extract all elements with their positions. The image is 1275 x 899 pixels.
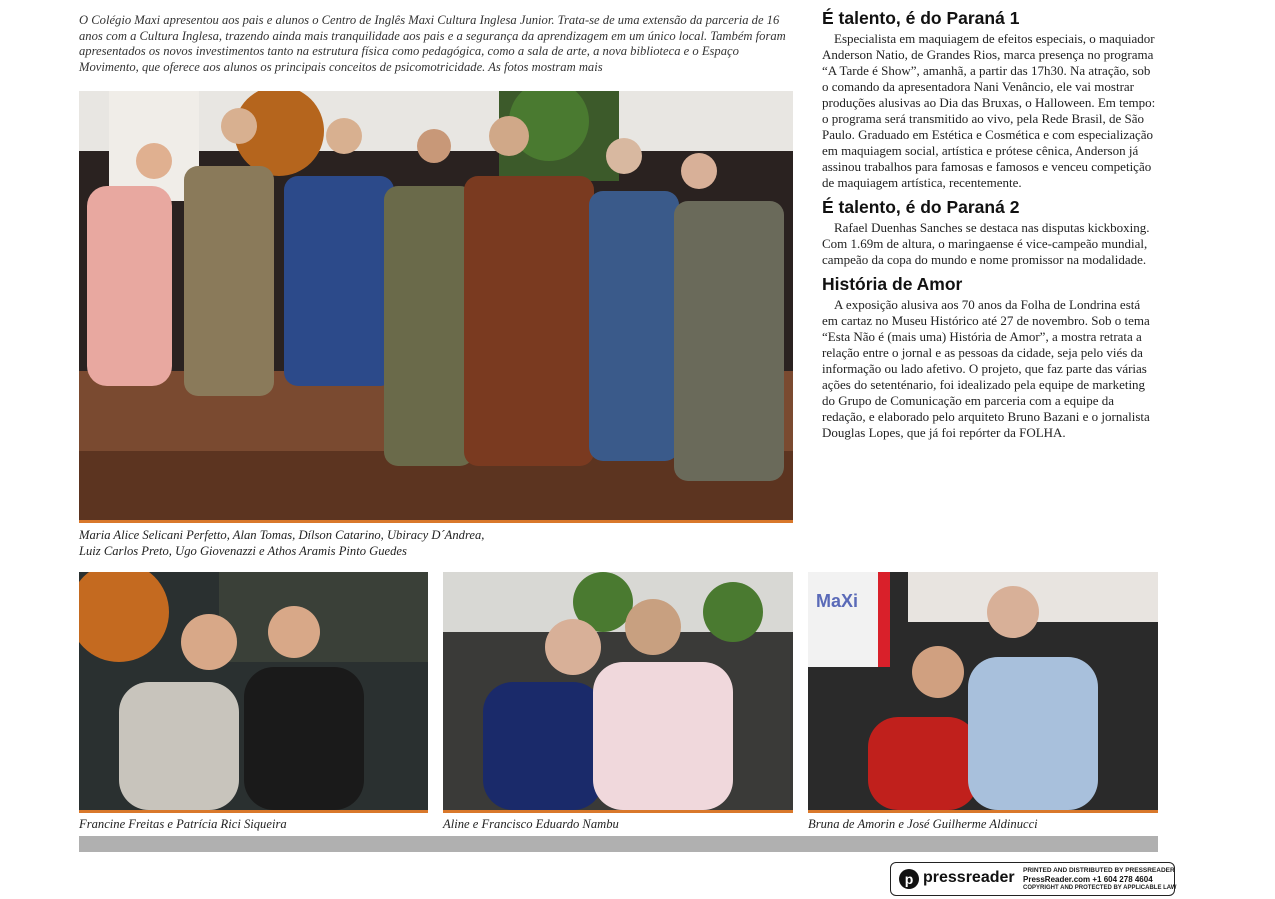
maxi-sign: MaXi — [816, 591, 859, 611]
group-photo-caption-line-2: Luiz Carlos Preto, Ugo Giovenazzi e Athos Aramis Pinto Guedes — [79, 544, 407, 558]
photo-accent-rule — [79, 810, 428, 813]
photo-aline-francisco — [443, 572, 793, 810]
pressreader-logo-icon: p — [899, 869, 919, 889]
article-body: Rafael Duenhas Sanches se destaca nas disputas kickboxing. Com 1.69m de altura, o maringaense é vice-campeão mundial, campeão da copa do mundo e nome promissor na modalidade. — [822, 220, 1150, 267]
photo-caption: Aline e Francisco Eduardo Nambu — [443, 817, 619, 831]
article-title: É talento, é do Paraná 2 — [822, 197, 1020, 217]
photo-bruna-jose — [808, 572, 1158, 810]
photo-accent-rule — [808, 810, 1158, 813]
pressreader-copyright-line: COPYRIGHT AND PROTECTED BY APPLICABLE LAW — [1023, 885, 1177, 891]
photo-caption: Bruna de Amorin e José Guilherme Aldinucci — [808, 817, 1038, 831]
article-title: É talento, é do Paraná 1 — [822, 8, 1020, 28]
photo-caption: Francine Freitas e Patrícia Rici Siqueira — [79, 817, 287, 831]
article-title: História de Amor — [822, 274, 963, 294]
article-body: Especialista em maquiagem de efeitos especiais, o maquiador Anderson Natio, de Grandes Rios, marca presença no programa “A Tarde é Show”, amanhã, a partir das 17h30. Na atração, sob o comando da apresentadora Nani Venâncio, ele vai mostrar produções alusivas ao Dia das Bruxas, o Halloween. Em tempo: o programa será transmitido ao vivo, pela Rede Brasil, de São Paulo. Graduado em Estética e Cosmética e com especialização em maquiagem social, artística e prótese cênica, Anderson já assinou trabalhos para famosas e famosos e venceu competição de maquiagem artística, recentemente. — [822, 31, 1156, 190]
pressreader-name: pressreader — [923, 869, 1015, 886]
photo-francine-patricia — [79, 572, 428, 810]
article-talento-1 — [822, 8, 1157, 191]
intro-paragraph: O Colégio Maxi apresentou aos pais e alunos o Centro de Inglês Maxi Cultura Inglesa Junior. Trata-se de uma extensão da parceria de 16 anos com a Cultura Inglesa, trazendo ainda mais tranquilidade aos pais e a segurança da aprendizagem em um único local. Também foram apresentados os novos investimentos tanto na estrutura física como pedagógica, como a sala de arte, a nova biblioteca e o Espaço Movimento, que oferece aos alunos os principais conceitos de psicomotricidade. As fotos mostram mais — [79, 13, 786, 74]
photo-accent-rule — [443, 810, 793, 813]
pressreader-printed-line: PRINTED AND DISTRIBUTED BY PRESSREADER — [1023, 867, 1175, 874]
article-talento-2 — [822, 197, 1157, 268]
social-column — [822, 8, 1157, 447]
pressreader-contact-line: PressReader.com +1 604 278 4604 — [1023, 875, 1153, 884]
group-photo-caption-line-1: Maria Alice Selicani Perfetto, Alan Tomas, Dílson Catarino, Ubiracy D´Andrea, — [79, 528, 485, 542]
footer-bar — [79, 836, 1158, 852]
group-photo — [79, 91, 793, 520]
article-body: A exposição alusiva aos 70 anos da Folha de Londrina está em cartaz no Museu Histórico até 27 de novembro. Sob o tema “Esta Não é (mais uma) História de Amor”, a mostra retrata a relação entre o jornal e as pessoas da cidade, seja pelo viés da informação ou lado afetivo. O projeto, que faz parte das várias ações do setenténario, foi idealizado pela equipe de marketing do Grupo de Comunicação em parceria com a equipe da redação, e elaborado pelo arquiteto Bruno Bazani e o jornalista Douglas Lopes, que já foi repórter da FOLHA. — [822, 297, 1150, 440]
photo-accent-rule — [79, 520, 793, 523]
article-historia-de-amor — [822, 274, 1157, 441]
pressreader-badge — [890, 862, 1175, 896]
